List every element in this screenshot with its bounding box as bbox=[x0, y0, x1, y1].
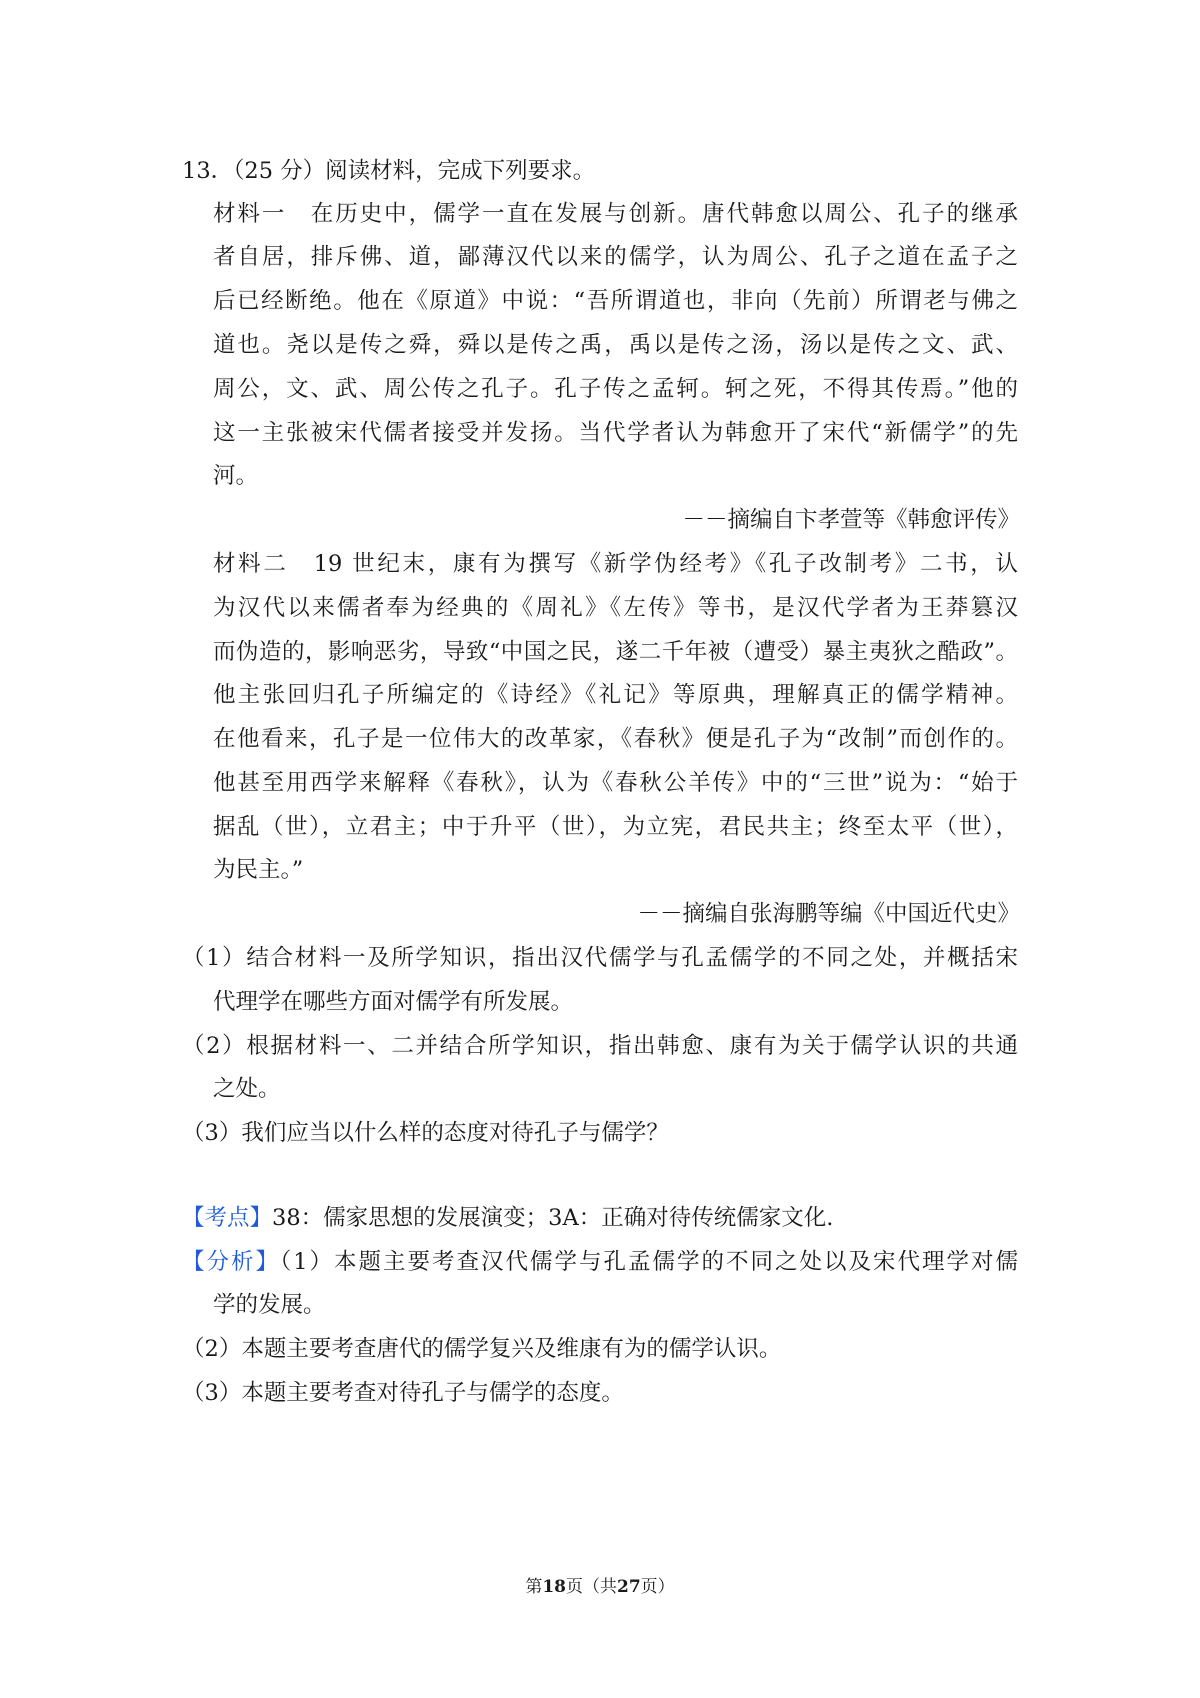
page-number-suffix: 页） bbox=[640, 1577, 675, 1597]
material1-line-3: 后已经断绝。他在《原道》中说：“吾所谓道也，非向（先前）所谓老与佛之 bbox=[213, 288, 1018, 314]
sub-question-2-cont: 之处。 bbox=[213, 1076, 281, 1102]
material1-line-6: 这一主张被宋代儒者接受并发扬。当代学者认为韩愈开了宋代“新儒学”的先 bbox=[213, 420, 1018, 446]
material1-line-5: 周公，文、武、周公传之孔子。孔子传之孟轲。轲之死，不得其传焉。”他的 bbox=[213, 376, 1018, 402]
material2-line-8: 为民主。” bbox=[213, 857, 304, 883]
question-header: 13．（25 分）阅读材料，完成下列要求。 bbox=[182, 158, 596, 184]
fenxi-line-2: （2）本题主要考查唐代的儒学复兴及维康有为的儒学认识。 bbox=[182, 1336, 782, 1362]
material2-line-3: 而伪造的，影响恶劣，导致“中国之民，遂二千年被（遭受）暴主夷狄之酷政”。 bbox=[213, 639, 1018, 665]
kaodian-text: 38：儒家思想的发展演变；3A：正确对待传统儒家文化. bbox=[272, 1205, 834, 1231]
page-number-prefix: 第 bbox=[525, 1577, 543, 1597]
fenxi-line-3: （3）本题主要考查对待孔子与儒学的态度。 bbox=[182, 1380, 624, 1406]
material1-source: －－摘编自卞孝萱等《韩愈评传》 bbox=[682, 507, 1020, 533]
fenxi-text-1: （1）本题主要考查汉代儒学与孔孟儒学的不同之处以及宋代理学对儒 bbox=[280, 1249, 1018, 1275]
material1-line-2: 者自居，排斥佛、道，鄙薄汉代以来的儒学，认为周公、孔子之道在孟子之 bbox=[213, 244, 1018, 270]
material2-line-4: 他主张回归孔子所编定的《诗经》《礼记》等原典，理解真正的儒学精神。 bbox=[213, 682, 1018, 708]
material1-line-4: 道也。尧以是传之舜，舜以是传之禹，禹以是传之汤，汤以是传之文、武、 bbox=[213, 332, 1018, 358]
material2-source: －－摘编自张海鹏等编《中国近代史》 bbox=[637, 901, 1020, 927]
sub-question-1: （1）结合材料一及所学知识，指出汉代儒学与孔孟儒学的不同之处，并概括宋 bbox=[182, 945, 1018, 971]
material2-line-2: 为汉代以来儒者奉为经典的《周礼》《左传》等书，是汉代学者为王莽篡汉 bbox=[213, 595, 1018, 621]
fenxi-line-1-cont: 学的发展。 bbox=[213, 1292, 326, 1318]
material1-line-1: 材料一 在历史中，儒学一直在发展与创新。唐代韩愈以周公、孔子的继承 bbox=[213, 201, 1018, 227]
sub-question-2: （2）根据材料一、二并结合所学知识，指出韩愈、康有为关于儒学认识的共通 bbox=[182, 1033, 1018, 1059]
page-number bbox=[0, 1576, 1200, 1598]
page-number-middle: 页（共 bbox=[566, 1577, 617, 1597]
sub-question-3: （3）我们应当以什么样的态度对待孔子与儒学？ bbox=[182, 1120, 669, 1146]
material2-line-5: 在他看来，孔子是一位伟大的改革家，《春秋》便是孔子为“改制”而创作的。 bbox=[213, 726, 1018, 752]
material2-line-7: 据乱（世），立君主；中于升平（世），为立宪，君民共主；终至太平（世）， bbox=[213, 814, 1018, 840]
kaodian-line bbox=[182, 1203, 833, 1233]
current-page: 18 bbox=[542, 1577, 566, 1597]
kaodian-tag: 【考点】 bbox=[182, 1205, 273, 1231]
material2-line-1: 材料二 19 世纪末，康有为撰写《新学伪经考》《孔子改制考》二书，认 bbox=[213, 551, 1018, 577]
fenxi-tag: 【分析】 bbox=[182, 1249, 280, 1275]
material1-line-7: 河。 bbox=[213, 463, 259, 489]
material2-line-6: 他甚至用西学来解释《春秋》，认为《春秋公羊传》中的“三世”说为：“始于 bbox=[213, 770, 1018, 796]
fenxi-line-1 bbox=[182, 1247, 1018, 1277]
sub-question-1-cont: 代理学在哪些方面对儒学有所发展。 bbox=[213, 989, 574, 1015]
total-pages: 27 bbox=[617, 1577, 641, 1597]
